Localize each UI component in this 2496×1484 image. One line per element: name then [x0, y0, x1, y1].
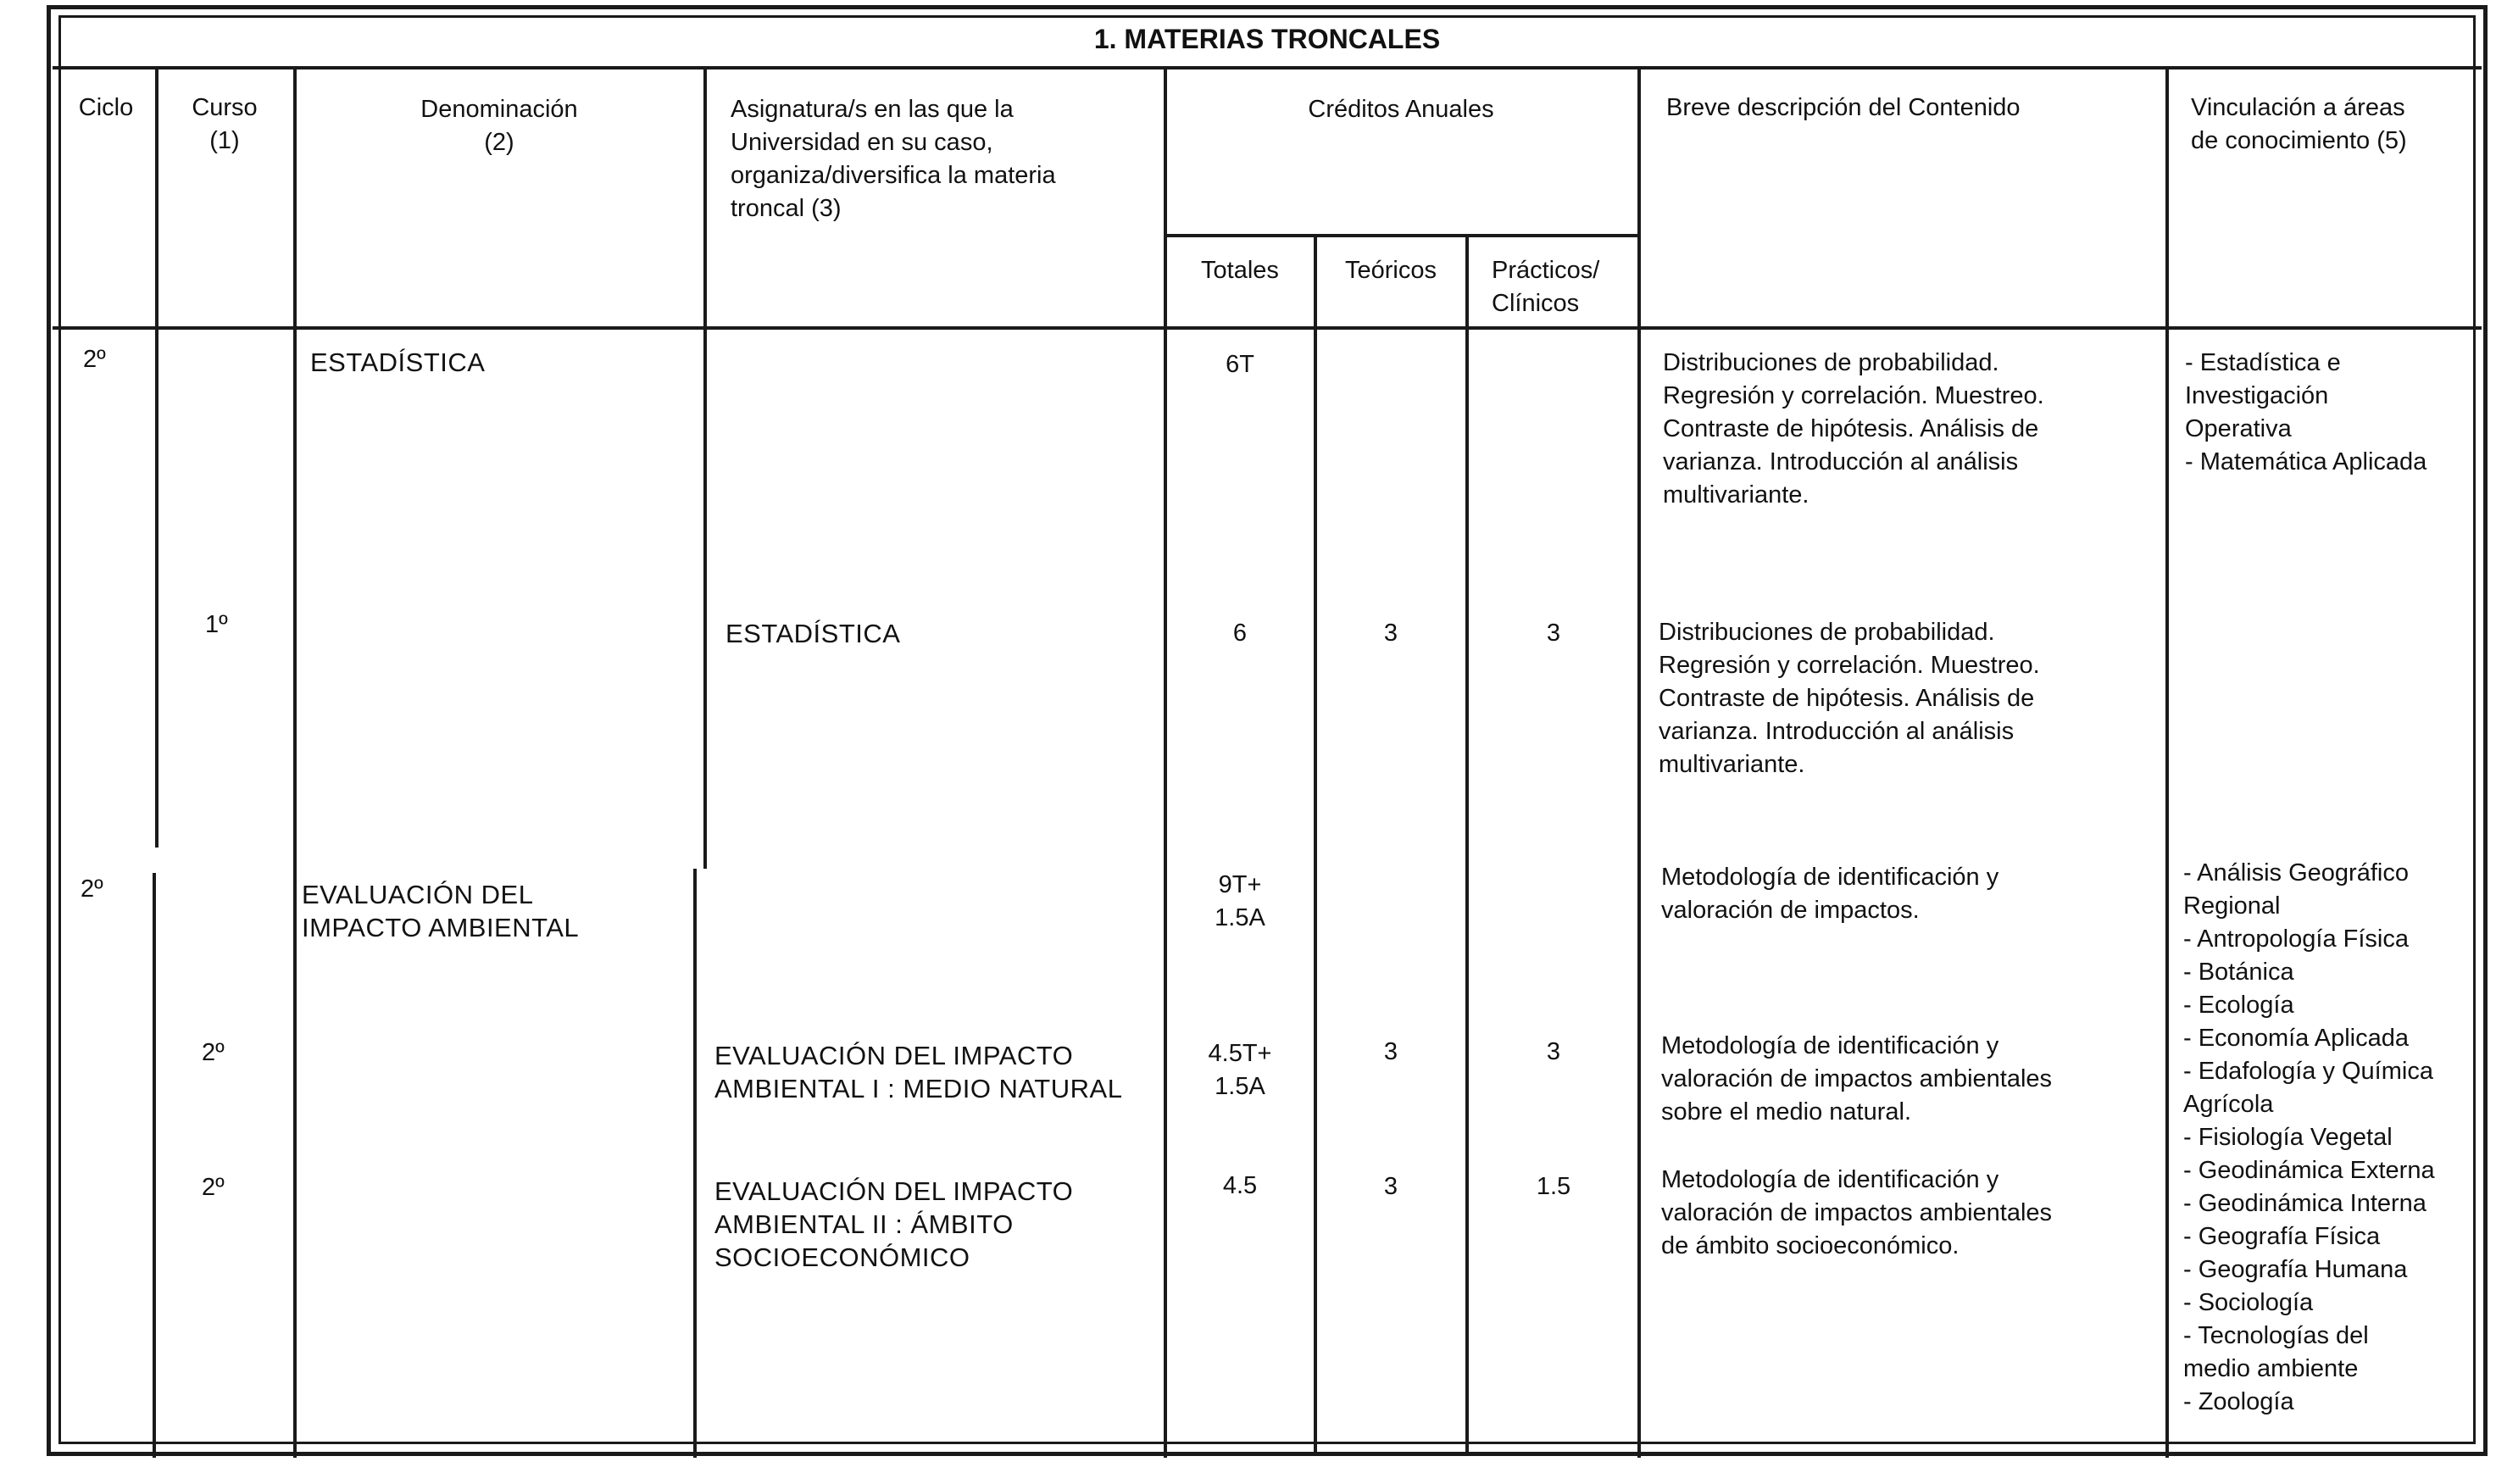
header-teoricos: [1319, 254, 1463, 287]
eia1-descripcion-line: sobre el medio natural.: [1661, 1098, 1911, 1126]
estadistica-descripcion-line: Regresión y correlación. Muestreo.: [1663, 382, 2044, 409]
vinculacion-item: - Matemática Aplicada: [2185, 448, 2427, 475]
eia1-asignatura: [714, 1039, 1164, 1105]
header-denominacion: [297, 93, 702, 159]
estadistica-ciclo: 2º: [83, 346, 106, 373]
vinculacion-item: Operativa: [2185, 415, 2292, 442]
eia2-totales: 4.5: [1222, 1172, 1258, 1199]
vinculacion-item: medio ambiente: [2183, 1355, 2359, 1382]
header-asignatura-line-1: Asignatura/s en las que la: [731, 96, 1014, 123]
eia2-teoricos: 3: [1383, 1173, 1398, 1200]
vinculacion-item: - Ecología: [2183, 992, 2294, 1019]
vinculacion-item: - Botánica: [2183, 959, 2294, 986]
eia2-practicos: 1.5: [1536, 1173, 1571, 1200]
eia2-descripcion-line: Metodología de identificación y: [1661, 1166, 1999, 1193]
estadistica-asig-curso: 1º: [205, 611, 228, 638]
estadistica-asig-practicos: 3: [1546, 620, 1561, 647]
vinculacion-item: - Economía Aplicada: [2183, 1025, 2409, 1052]
eia1-totales-line: 4.5T+: [1208, 1040, 1272, 1067]
estadistica-totales: 6T: [1226, 351, 1254, 378]
eia1-asignatura-line: AMBIENTAL I : MEDIO NATURAL: [714, 1074, 1123, 1103]
eia2-curso: 2º: [202, 1174, 225, 1201]
eia1-descripcion: [1661, 1030, 2157, 1129]
header-curso-note: (1): [209, 127, 240, 154]
vinculacion-item: - Geografía Humana: [2183, 1256, 2408, 1283]
eia1-descripcion-line: valoración de impactos ambientales: [1661, 1065, 2053, 1092]
estadistica-asig-descripcion-line: varianza. Introducción al análisis: [1659, 718, 2015, 745]
vinculacion-item: - Fisiología Vegetal: [2183, 1124, 2393, 1151]
estadistica-asig-descripcion: [1659, 616, 2159, 781]
eia-totales-line: 1.5A: [1215, 904, 1265, 931]
eia-totales-line: 9T+: [1218, 871, 1262, 898]
header-asignatura-line-3: organiza/diversifica la materia: [731, 162, 1056, 189]
header-practicos-line-2: Clínicos: [1492, 290, 1580, 317]
eia-descripcion-line: Metodología de identificación y: [1661, 864, 1999, 891]
header-totales-label: Totales: [1201, 257, 1279, 284]
eia2-asignatura: [714, 1175, 1164, 1274]
creditos-subheader-rule: [1164, 234, 1639, 237]
eia1-practicos: 3: [1546, 1038, 1561, 1065]
eia1-asignatura-line: EVALUACIÓN DEL IMPACTO: [714, 1041, 1074, 1070]
header-creditos-label: Créditos Anuales: [1308, 96, 1494, 123]
estadistica-denominacion: ESTADÍSTICA: [310, 347, 486, 377]
header-denominacion-label: Denominación: [420, 96, 578, 123]
eia-descripcion: [1661, 861, 2157, 927]
eia1-curso: 2º: [202, 1039, 225, 1066]
vinculacion-item: - Sociología: [2183, 1289, 2314, 1316]
estadistica-asig-totales: 6: [1232, 620, 1248, 647]
header-asignatura: [731, 93, 1154, 225]
vinculacion-item: Agrícola: [2183, 1091, 2274, 1118]
header-practicos-line-1: Prácticos/: [1492, 257, 1600, 284]
eia-ciclo: 2º: [81, 875, 103, 903]
vinculacion-item: - Edafología y Química: [2183, 1058, 2433, 1085]
eia1-totales: [1168, 1037, 1312, 1103]
vinculacion-item: - Análisis Geográfico: [2183, 859, 2409, 887]
header-vinculacion-line-1: Vinculación a áreas: [2191, 94, 2405, 121]
header-creditos: [1168, 93, 1634, 126]
vinculacion-item: - Tecnologías del: [2183, 1322, 2369, 1349]
header-descripcion: [1666, 92, 2158, 125]
eia2-descripcion: [1661, 1164, 2157, 1263]
eia2-asignatura-line: SOCIOECONÓMICO: [714, 1242, 970, 1272]
header-vinculacion-line-2: de conocimiento (5): [2191, 127, 2407, 154]
estadistica-descripcion-line: Distribuciones de probabilidad.: [1663, 349, 1999, 376]
eia-denominacion: [302, 878, 692, 944]
header-descripcion-label: Breve descripción del Contenido: [1666, 94, 2021, 121]
eia-denominacion-line: EVALUACIÓN DEL: [302, 880, 534, 909]
col-rule-asignatura: [1164, 68, 1167, 1458]
header-vinculacion: [2191, 92, 2471, 158]
header-curso: [161, 92, 288, 158]
estadistica-descripcion: [1663, 347, 2159, 512]
header-teoricos-label: Teóricos: [1345, 257, 1437, 284]
eia-descripcion-line: valoración de impactos.: [1661, 897, 1920, 924]
header-asignatura-line-2: Universidad en su caso,: [731, 129, 993, 156]
header-asignatura-line-4: troncal (3): [731, 195, 842, 222]
col-rule-teoricos: [1465, 236, 1469, 1456]
estadistica-asig-descripcion-line: Distribuciones de probabilidad.: [1659, 619, 1995, 646]
table-title: 1. MATERIAS TRONCALES: [53, 12, 2482, 69]
eia2-asignatura-line: EVALUACIÓN DEL IMPACTO: [714, 1176, 1074, 1206]
eia1-teoricos: 3: [1383, 1038, 1398, 1065]
col-rule-denominacion-lower: [693, 869, 697, 1458]
eia2-descripcion-line: valoración de impactos ambientales: [1661, 1199, 2053, 1226]
header-ciclo-label: Ciclo: [78, 94, 134, 121]
estadistica-asig-descripcion-line: Contraste de hipótesis. Análisis de: [1659, 685, 2035, 712]
eia-denominacion-line: IMPACTO AMBIENTAL: [302, 913, 580, 942]
vinculacion-item: - Geodinámica Interna: [2183, 1190, 2427, 1217]
estadistica-descripcion-line: varianza. Introducción al análisis: [1663, 448, 2019, 475]
col-rule-curso: [293, 68, 297, 1458]
vinculacion-item: - Estadística e: [2185, 349, 2341, 376]
header-bottom-rule: [53, 326, 2482, 330]
vinculacion-item: - Zoología: [2183, 1388, 2294, 1415]
vinculacion-item: - Geografía Física: [2183, 1223, 2381, 1250]
header-curso-label: Curso: [192, 94, 258, 121]
eia1-totales-line: 1.5A: [1215, 1073, 1265, 1100]
vinculacion-item: Regional: [2183, 892, 2281, 920]
estadistica-asig-nombre: ESTADÍSTICA: [725, 619, 901, 648]
estadistica-descripcion-line: Contraste de hipótesis. Análisis de: [1663, 415, 2039, 442]
header-totales: [1168, 254, 1312, 287]
estadistica-asig-teoricos: 3: [1383, 620, 1398, 647]
col-rule-practicos: [1637, 68, 1641, 1458]
eia-vinculacion: [2183, 857, 2476, 1419]
eia2-asignatura-line: AMBIENTAL II : ÁMBITO: [714, 1209, 1014, 1239]
estadistica-asig-descripcion-line: Regresión y correlación. Muestreo.: [1659, 652, 2040, 679]
header-denominacion-note: (2): [484, 129, 514, 156]
vinculacion-item: Investigación: [2185, 382, 2329, 409]
estadistica-asig-descripcion-line: multivariante.: [1659, 751, 1805, 778]
col-rule-descripcion: [2165, 68, 2169, 1458]
col-rule-ciclo: [155, 68, 158, 848]
header-ciclo: [59, 92, 153, 125]
vinculacion-item: - Antropología Física: [2183, 925, 2409, 953]
eia-totales: [1168, 869, 1312, 935]
estadistica-vinculacion: [2185, 347, 2473, 479]
eia1-descripcion-line: Metodología de identificación y: [1661, 1032, 1999, 1059]
eia2-descripcion-line: de ámbito socioeconómico.: [1661, 1232, 1960, 1259]
col-rule-denominacion: [703, 68, 707, 869]
vinculacion-item: - Geodinámica Externa: [2183, 1157, 2435, 1184]
col-rule-totales: [1314, 236, 1317, 1456]
col-rule-ciclo-lower: [153, 873, 156, 1458]
estadistica-descripcion-line: multivariante.: [1663, 481, 1809, 509]
header-practicos: [1492, 254, 1636, 320]
